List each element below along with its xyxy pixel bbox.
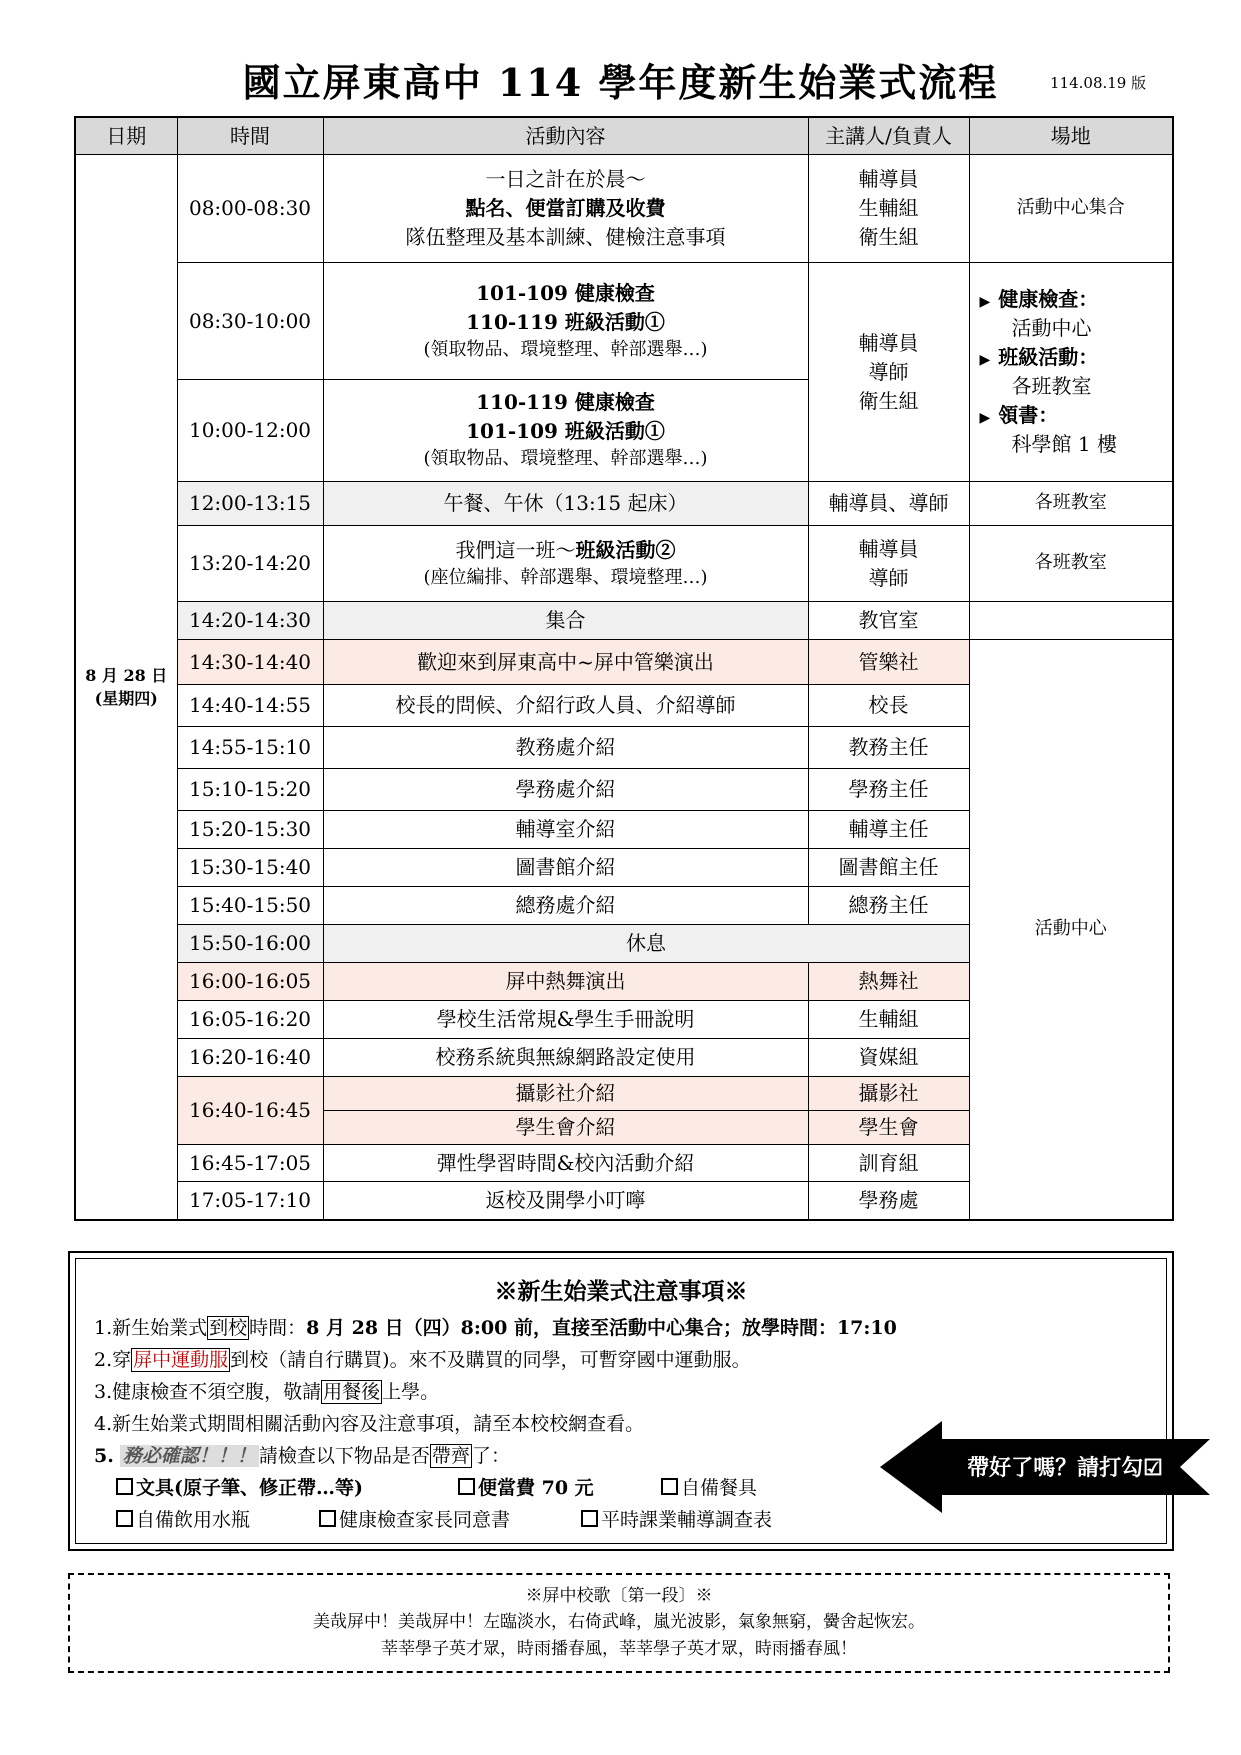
time-cell: 15:50-16:00	[177, 925, 323, 963]
venue-item: ▶ 領書：	[979, 403, 1059, 427]
content-cell: 校長的問候、介紹行政人員、介紹導師	[323, 685, 808, 727]
checkbox-icon[interactable]	[116, 1478, 133, 1495]
time-cell: 13:20-14:20	[177, 526, 323, 602]
content-cell: 學務處介紹	[323, 769, 808, 811]
content-line: (領取物品、環境整理、幹部選舉…)	[423, 338, 708, 360]
notice-line-5: 5. 務必確認！！！ 請檢查以下物品是否 帶齊 了：	[94, 1445, 510, 1467]
checklist-item[interactable]: 文具(原子筆、修正帶…等)	[116, 1473, 458, 1500]
song-line-2: 莘莘學子英才眾，時雨播春風，莘莘學子英才眾，時雨播春風！	[381, 1638, 857, 1659]
checklist-item[interactable]: 自備餐具	[661, 1473, 757, 1500]
speaker-cell: 輔導主任	[808, 811, 969, 849]
venue-cell: 各班教室	[969, 482, 1173, 526]
content-line: (座位編排、幹部選舉、環境整理…)	[423, 566, 708, 588]
checkbox-icon[interactable]	[661, 1478, 678, 1495]
time-cell: 16:45-17:05	[177, 1145, 323, 1182]
venue-cell	[969, 602, 1173, 640]
speaker-cell: 生輔組	[808, 1001, 969, 1039]
speaker-cell	[808, 263, 969, 482]
weekday-label: (星期四)	[94, 688, 158, 708]
speaker-cell: 熱舞社	[808, 963, 969, 1001]
content-cell: 返校及開學小叮嚀	[323, 1182, 808, 1220]
notice-line-3: 3.健康檢查不須空腹，敬請 用餐後 上學。	[94, 1381, 440, 1403]
school-song-box	[68, 1573, 1170, 1673]
time-cell: 16:20-16:40	[177, 1039, 323, 1077]
content-cell: 學校生活常規&學生手冊說明	[323, 1001, 808, 1039]
table-row	[75, 155, 1173, 263]
time-cell: 14:40-14:55	[177, 685, 323, 727]
content-line: 110-119 班級活動①	[466, 309, 665, 334]
content-cell: 攝影社介紹	[323, 1077, 808, 1111]
speaker-cell: 教務主任	[808, 727, 969, 769]
content-cell	[323, 263, 808, 380]
venue-cell: 活動中心集合	[969, 155, 1173, 263]
content-cell	[323, 380, 808, 482]
speaker-line: 輔導員	[858, 167, 919, 191]
content-cell	[323, 526, 808, 602]
content-cell: 教務處介紹	[323, 727, 808, 769]
content-line: 110-119 健康檢查	[476, 390, 655, 415]
content-cell: 輔導室介紹	[323, 811, 808, 849]
table-row	[75, 526, 1173, 602]
schedule-table	[74, 116, 1174, 1221]
header-speaker: 主講人/負責人	[808, 117, 969, 155]
song-title: ※屏中校歌〔第一段〕※	[525, 1586, 713, 1606]
checkbox-icon[interactable]	[116, 1510, 133, 1527]
content-line: 101-109 健康檢查	[476, 280, 655, 305]
time-cell: 10:00-12:00	[177, 380, 323, 482]
table-row	[75, 263, 1173, 380]
venue-item: ▶ 班級活動：	[979, 345, 1099, 369]
header-date: 日期	[75, 117, 177, 155]
venue-cell	[969, 263, 1173, 482]
content-cell: 午餐、午休（13:15 起床）	[323, 482, 808, 526]
time-cell: 16:40-16:45	[177, 1077, 323, 1145]
checkbox-icon[interactable]	[319, 1510, 336, 1527]
venue-place: 各班教室	[1011, 374, 1092, 398]
speaker-cell: 總務主任	[808, 887, 969, 925]
content-line: 我們這一班～班級活動②	[455, 537, 676, 562]
time-cell: 15:40-15:50	[177, 887, 323, 925]
content-cell: 歡迎來到屏東高中~屏中管樂演出	[323, 640, 808, 685]
speaker-cell: 校長	[808, 685, 969, 727]
triangle-right-icon: ▶	[979, 294, 991, 310]
venue-place: 活動中心	[1011, 316, 1092, 340]
content-cell: 彈性學習時間&校內活動介紹	[323, 1145, 808, 1182]
time-cell: 16:00-16:05	[177, 963, 323, 1001]
time-cell: 14:30-14:40	[177, 640, 323, 685]
content-cell: 屏中熱舞演出	[323, 963, 808, 1001]
time-cell: 14:20-14:30	[177, 602, 323, 640]
time-cell: 17:05-17:10	[177, 1182, 323, 1220]
content-cell: 休息	[323, 925, 969, 963]
speaker-cell: 訓育組	[808, 1145, 969, 1182]
speaker-cell: 輔導員、導師	[808, 482, 969, 526]
page-title: 國立屏東高中 114 學年度新生始業式流程	[242, 60, 999, 105]
content-cell	[323, 155, 808, 263]
table-header-row	[75, 117, 1173, 155]
notice-line-2: 2.穿 屏中運動服 到校（請自行購買)。來不及購買的同學，可暫穿國中運動服。	[94, 1349, 751, 1371]
checklist-item[interactable]: 平時課業輔導調查表	[581, 1505, 772, 1532]
checklist-item[interactable]: 便當費 70 元	[458, 1473, 661, 1500]
speaker-line: 輔導員	[858, 330, 919, 355]
reminder-arrow-banner	[880, 1421, 1210, 1513]
venue-place: 科學館 1 樓	[1011, 432, 1117, 456]
date-label: 8 月 28 日	[85, 665, 168, 685]
content-line: 隊伍整理及基本訓練、健檢注意事項	[405, 225, 726, 249]
table-row	[75, 640, 1173, 685]
speaker-cell: 教官室	[808, 602, 969, 640]
speaker-line: 輔導員	[858, 536, 919, 561]
speaker-line: 衛生組	[858, 388, 919, 413]
checklist-item[interactable]: 自備飲用水瓶	[116, 1505, 319, 1532]
time-cell: 08:30-10:00	[177, 263, 323, 380]
triangle-right-icon: ▶	[979, 352, 991, 368]
triangle-right-icon: ▶	[979, 410, 991, 426]
content-line: 一日之計在於晨～	[485, 167, 646, 191]
speaker-cell: 學務處	[808, 1182, 969, 1220]
time-cell: 12:00-13:15	[177, 482, 323, 526]
speaker-line: 衛生組	[858, 225, 919, 249]
table-row	[75, 602, 1173, 640]
checklist-row-1	[116, 1473, 757, 1500]
checklist-row-2	[116, 1505, 772, 1532]
time-cell: 16:05-16:20	[177, 1001, 323, 1039]
header-venue: 場地	[969, 117, 1173, 155]
speaker-cell: 學務主任	[808, 769, 969, 811]
notice-line-4: 4.新生始業式期間相關活動內容及注意事項，請至本校校網查看。	[94, 1413, 645, 1435]
header-content: 活動內容	[323, 117, 808, 155]
date-cell	[75, 155, 177, 1220]
checkbox-icon[interactable]	[581, 1510, 598, 1527]
speaker-cell: 資媒組	[808, 1039, 969, 1077]
speaker-line: 導師	[868, 359, 909, 384]
speaker-cell: 管樂社	[808, 640, 969, 685]
time-cell: 15:10-15:20	[177, 769, 323, 811]
venue-cell: 各班教室	[969, 526, 1173, 602]
time-cell: 15:20-15:30	[177, 811, 323, 849]
version-label: 114.08.19 版	[1050, 74, 1147, 92]
content-line: 點名、便當訂購及收費	[465, 196, 666, 220]
notice-title: ※新生始業式注意事項※	[494, 1278, 748, 1305]
speaker-cell: 圖書館主任	[808, 849, 969, 887]
time-cell: 08:00-08:30	[177, 155, 323, 263]
arrow-label: 帶好了嗎？請打勾☑	[967, 1455, 1163, 1481]
speaker-cell: 攝影社	[808, 1077, 969, 1111]
venue-item: ▶ 健康檢查：	[979, 287, 1099, 311]
content-line: 101-109 班級活動①	[466, 419, 665, 444]
notice-line-1: 1.新生始業式 到校 時間：8 月 28 日（四）8:00 前，直接至活動中心集合；放學時間：17:10	[94, 1317, 897, 1339]
song-line-1: 美哉屏中！美哉屏中！左臨淡水，右倚武峰，嵐光波影，氣象無窮，黌舍起恢宏。	[313, 1612, 925, 1633]
speaker-line: 導師	[868, 565, 909, 590]
content-cell: 校務系統與無線網路設定使用	[323, 1039, 808, 1077]
content-cell: 集合	[323, 602, 808, 640]
speaker-cell	[808, 155, 969, 263]
speaker-cell: 學生會	[808, 1111, 969, 1145]
checkbox-icon[interactable]	[458, 1478, 475, 1495]
content-cell: 學生會介紹	[323, 1111, 808, 1145]
speaker-line: 生輔組	[858, 196, 919, 220]
content-cell: 圖書館介紹	[323, 849, 808, 887]
content-line: (領取物品、環境整理、幹部選舉…)	[423, 448, 708, 470]
checklist-item[interactable]: 健康檢查家長同意書	[319, 1505, 581, 1532]
header-time: 時間	[177, 117, 323, 155]
time-cell: 14:55-15:10	[177, 727, 323, 769]
table-row	[75, 482, 1173, 526]
speaker-cell	[808, 526, 969, 602]
venue-cell: 活動中心	[969, 640, 1173, 1220]
time-cell: 15:30-15:40	[177, 849, 323, 887]
content-cell: 總務處介紹	[323, 887, 808, 925]
